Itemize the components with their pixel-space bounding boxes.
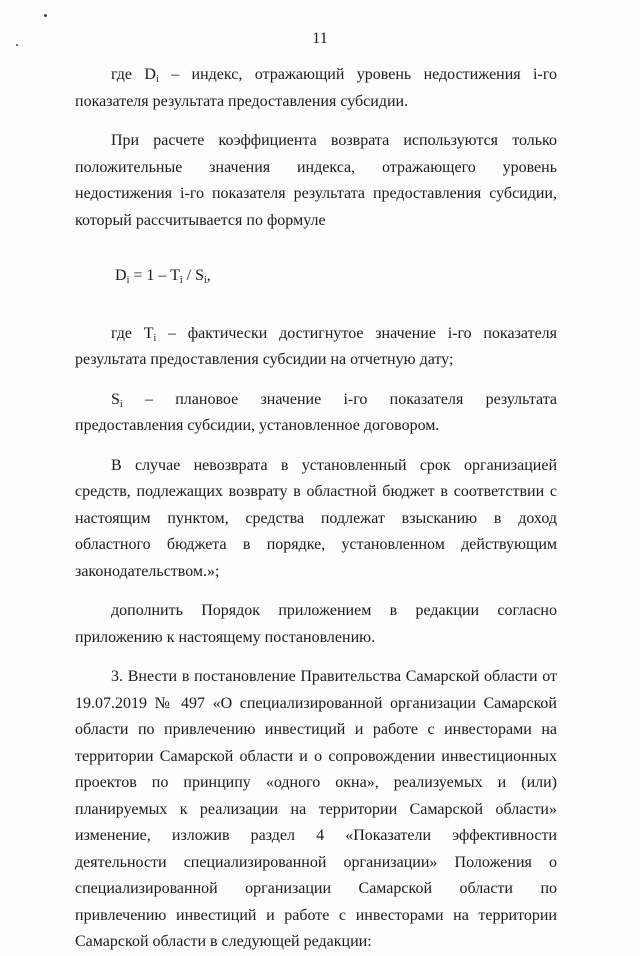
paragraph-index-definition: где $D_i$ – индекс, отражающий уровень недостижения i-го показателя результата предоставления субсидии. <box>75 66 557 110</box>
document-body <box>75 62 557 956</box>
paragraph-item-3: 3. Внести в постановление Правительства Самарской области от 19.07.2019 № 497 «О специализированной организации Самарской области по привлечению инвестиций и работе с инвесторами на территории Самарской области и о сопровождении инвестиционных проектов по принципу «одного окна», реализуемых и (или) планируемых к реализации на территории Самарской области» изменение, изложив раздел 4 «Показатели эффективности деятельности специализированной организации» Положения о специализированной организации Самарской области по привлечению инвестиций и работе с инвесторами на территории Самарской области в следующей редакции: <box>75 668 557 950</box>
paragraph-appendix: дополнить Порядок приложением в редакции согласно приложению к настоящему постановлению. <box>75 602 557 646</box>
formula: $D_i = 1 - T_i / S_i$, <box>115 267 211 286</box>
paragraph-non-return: В случае невозврата в установленный срок организацией средств, подлежащих возврату в областной бюджет в соответствии с настоящим пунктом, средства подлежат взысканию в доход областного бюджета в порядке, установленном действующим законодательством.»; <box>75 456 557 580</box>
paragraph-planned-value-definition: $S_i$ – плановое значение i-го показателя результата предоставления субсидии, установленное договором. <box>75 390 557 434</box>
paragraph-return-coefficient: При расчете коэффициента возврата используются только положительные значения индекса, отражающего уровень недостижения i-го показателя результата предоставления субсидии, который рассчитывается по формуле <box>75 132 557 229</box>
paragraph-actual-value-definition: где $T_i$ – фактически достигнутое значение i-го показателя результата предоставления субсидии на отчетную дату; <box>75 324 558 368</box>
page-number: 11 <box>312 30 328 47</box>
scan-speck <box>44 14 47 17</box>
